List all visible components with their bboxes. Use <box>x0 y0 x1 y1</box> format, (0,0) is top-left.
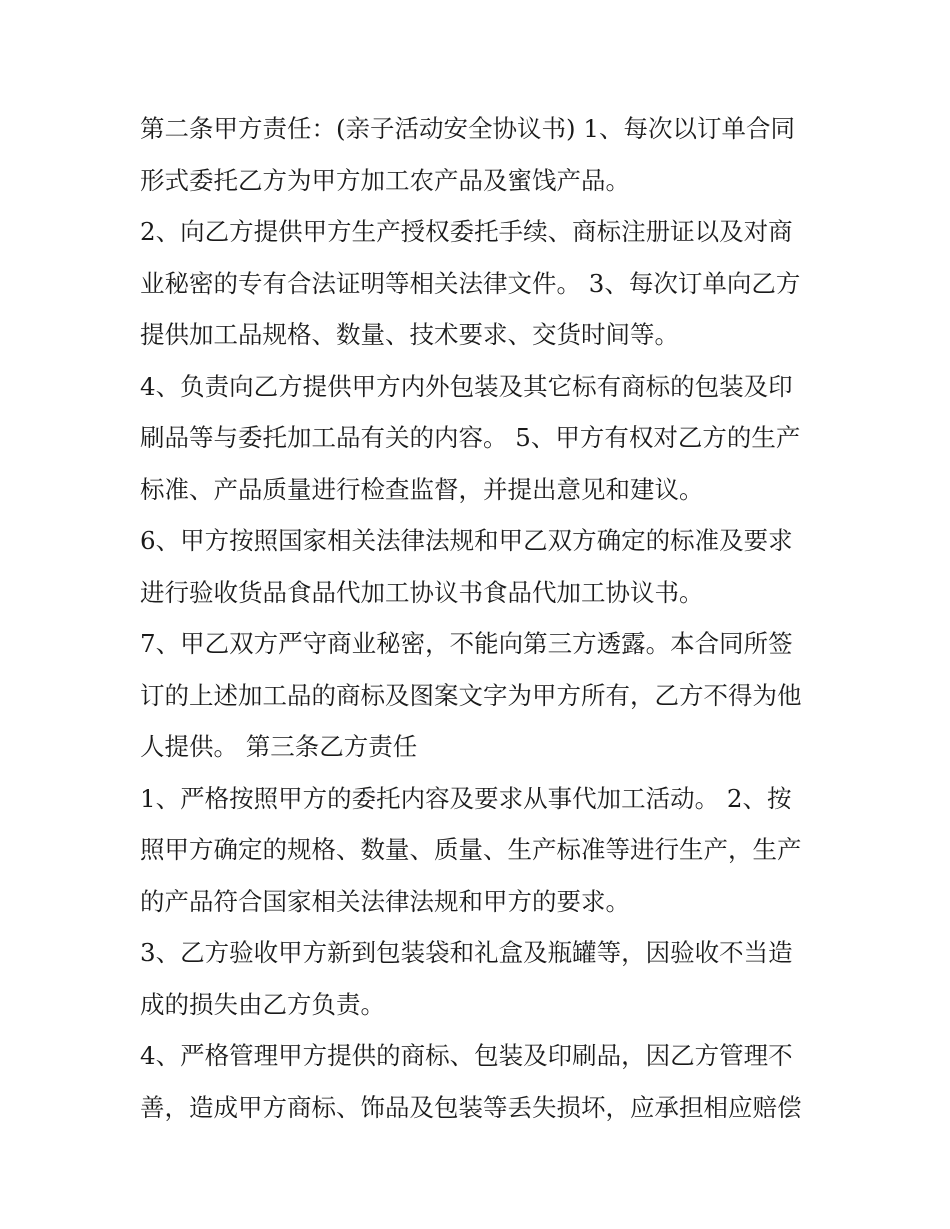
text-line: 7、甲乙双方严守商业秘密，不能向第三方透露。本合同所签 <box>140 629 793 658</box>
text-line: 4、负责向乙方提供甲方内外包装及其它标有商标的包装及印 <box>140 371 793 401</box>
text-line: 标准、产品质量进行检查监督，并提出意见和建议。 <box>140 474 704 504</box>
text-line: 1、严格按照甲方的委托内容及要求从事代加工活动。 2、按 <box>140 783 792 813</box>
text-line: 刷品等与委托加工品有关的内容。 5、甲方有权对乙方的生产 <box>140 423 801 452</box>
text-line: 善，造成甲方商标、饰品及包装等丢失损坏，应承担相应赔偿 <box>140 1092 802 1122</box>
text-line: 6、甲方按照国家相关法律法规和甲乙双方确定的标准及要求 <box>140 526 793 555</box>
text-line: 3、乙方验收甲方新到包装袋和礼盒及瓶罐等，因验收不当造 <box>140 938 793 967</box>
text-line: 人提供。 第三条乙方责任 <box>140 732 418 761</box>
text-line: 照甲方确定的规格、数量、质量、生产标准等进行生产，生产 <box>140 835 802 864</box>
text-line: 进行验收货品食品代加工协议书食品代加工协议书。 <box>140 577 704 607</box>
text-line: 订的上述加工品的商标及图案文字为甲方所有，乙方不得为他 <box>140 680 802 710</box>
text-line: 成的损失由乙方负责。 <box>140 989 385 1019</box>
text-line: 形式委托乙方为甲方加工农产品及蜜饯产品。 <box>140 165 630 195</box>
text-line: 2、向乙方提供甲方生产授权委托手续、商标注册证以及对商 <box>140 217 793 246</box>
contract-text <box>140 103 812 1133</box>
text-line: 业秘密的专有合法证明等相关法律文件。 3、每次订单向乙方 <box>140 268 801 298</box>
text-line: 的产品符合国家相关法律法规和甲方的要求。 <box>140 886 630 916</box>
text-line: 4、严格管理甲方提供的商标、包装及印刷品，因乙方管理不 <box>140 1041 793 1070</box>
text-line: 第二条甲方责任：(亲子活动安全协议书) 1、每次以订单合同 <box>140 114 795 143</box>
text-line: 提供加工品规格、数量、技术要求、交货时间等。 <box>140 320 679 349</box>
